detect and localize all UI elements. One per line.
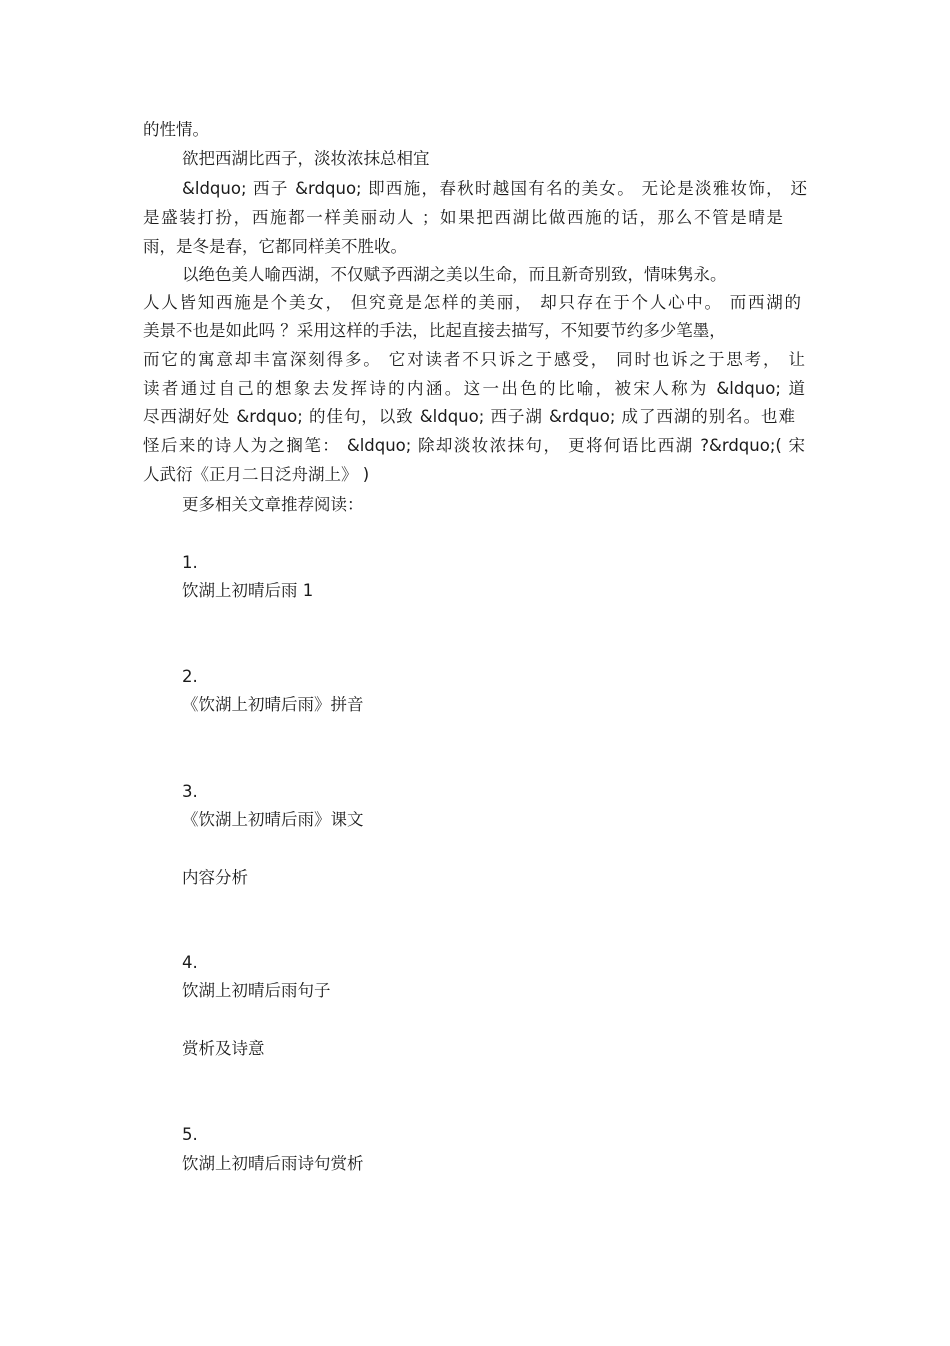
text-line: 怪后来的诗人为之搁笔： &ldquo; 除却淡妆浓抹句， 更将何语比西湖 ?&rdquo;( 宋 [143, 436, 805, 455]
text-line: 更多相关文章推荐阅读： [182, 495, 364, 514]
list-item-number: 3. [182, 782, 198, 801]
text-line: 尽西湖好处 &rdquo; 的佳句，以致 &ldquo; 西子湖 &rdquo; 成了西湖的别名。也难 [143, 407, 795, 426]
text-line: 是盛装打扮，西施都一样美丽动人 ；如果把西湖比做西施的话，那么不管是晴是 [143, 208, 783, 227]
related-link[interactable]: 饮湖上初晴后雨 1 [182, 581, 314, 600]
related-link[interactable]: 饮湖上初晴后雨诗句赏析 [182, 1154, 364, 1173]
related-link[interactable]: 《饮湖上初晴后雨》课文 [182, 810, 364, 829]
text-line: 欲把西湖比西子，淡妆浓抹总相宜 [182, 149, 430, 168]
text-line: 以绝色美人喻西湖，不仅赋予西湖之美以生命，而且新奇别致，情味隽永。 [182, 265, 727, 284]
text-line: 人武衍《正月二日泛舟湖上》 ) [143, 465, 370, 484]
list-item-number: 4. [182, 953, 198, 972]
list-item-number: 2. [182, 667, 198, 686]
text-line: 雨，是冬是春，它都同样美不胜收。 [143, 237, 407, 256]
list-item-number: 1. [182, 553, 198, 572]
text-line: &ldquo; 西子 &rdquo; 即西施，春秋时越国有名的美女。 无论是淡雅妆饰， 还 [182, 179, 807, 198]
text-line: 读者通过自己的想象去发挥诗的内涵。这一出色的比喻，被宋人称为 &ldquo; 道 [143, 379, 805, 398]
related-link[interactable]: 饮湖上初晴后雨句子 [182, 981, 331, 1000]
related-link[interactable]: 《饮湖上初晴后雨》拼音 [182, 695, 364, 714]
text-line: 的性情。 [143, 120, 209, 139]
text-line: 人人皆知西施是个美女， 但究竟是怎样的美丽， 却只存在于个人心中。 而西湖的 [143, 293, 801, 312]
related-link-continued[interactable]: 赏析及诗意 [182, 1039, 265, 1058]
list-item-number: 5. [182, 1125, 198, 1144]
text-line: 美景不也是如此吗 ？采用这样的手法，比起直接去描写，不知要节约多少笔墨， [143, 321, 726, 340]
related-link-continued[interactable]: 内容分析 [182, 868, 248, 887]
text-line: 而它的寓意却丰富深刻得多。 它对读者不只诉之于感受， 同时也诉之于思考， 让 [143, 350, 805, 369]
